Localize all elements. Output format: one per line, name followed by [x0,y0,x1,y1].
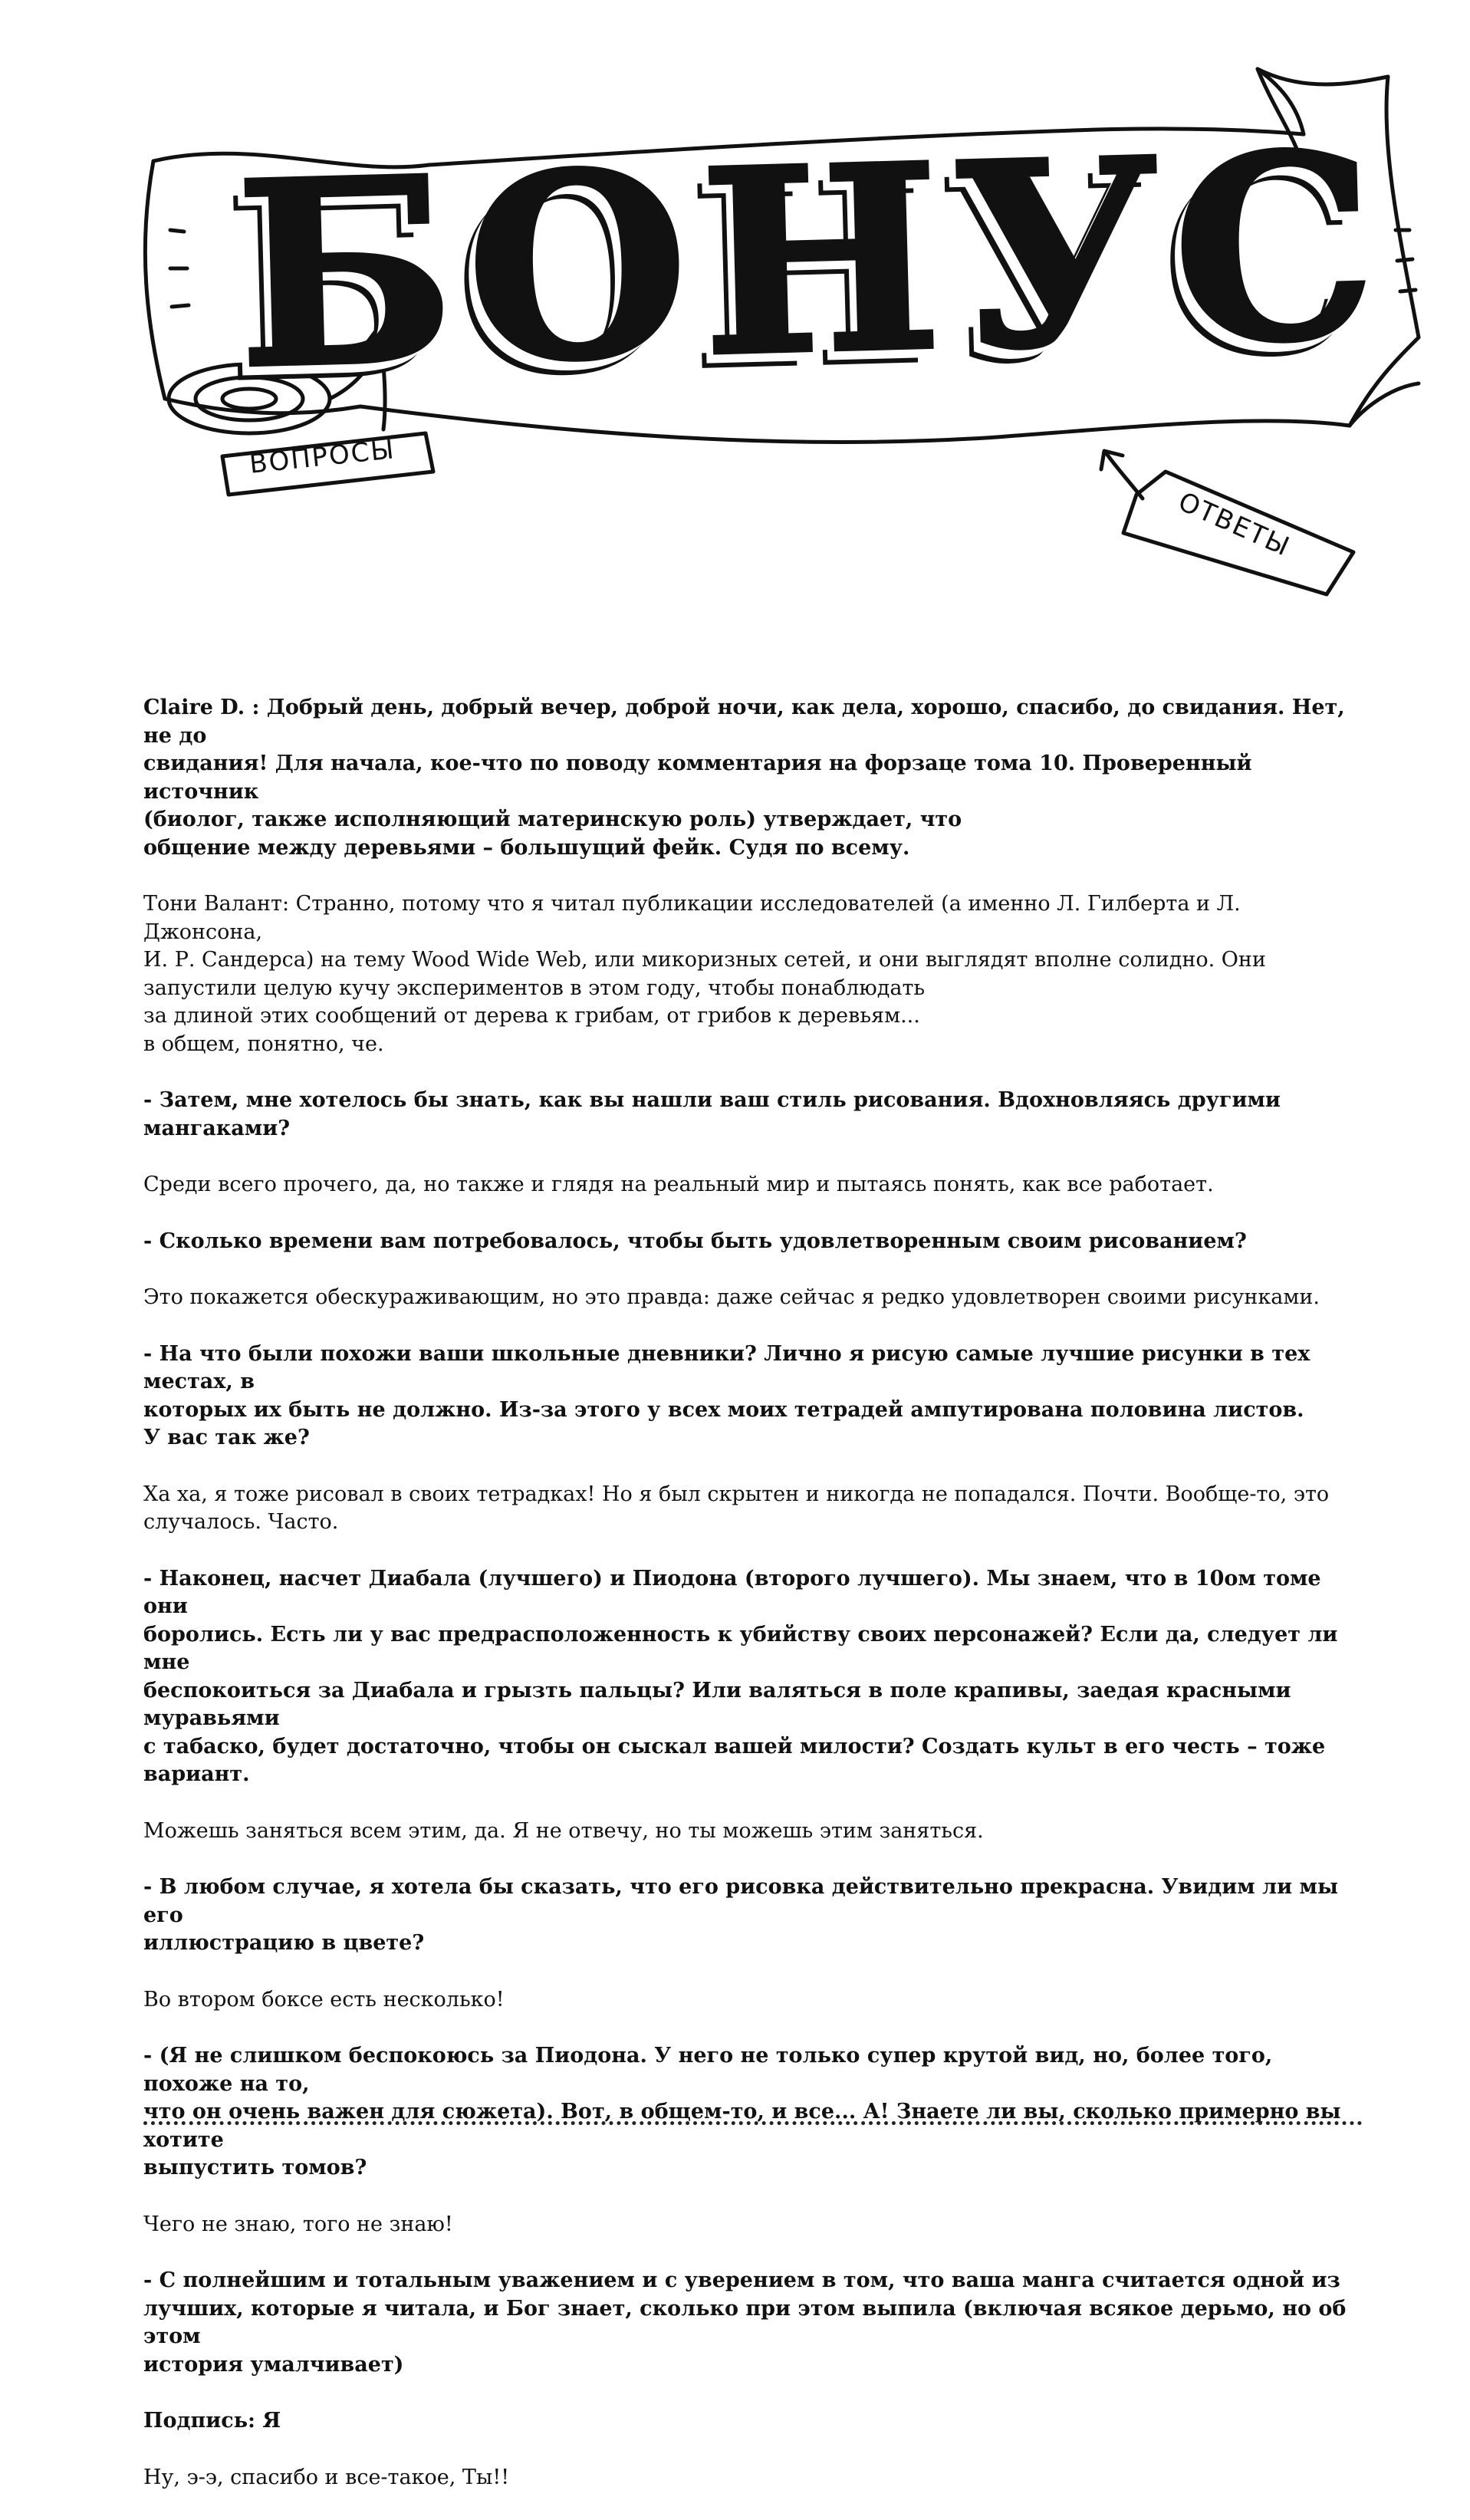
questions-tag: ВОПРОСЫ [248,434,397,480]
qa-line: (биолог, также исполняющий материнскую роль) утверждает, что [143,808,962,831]
qa-line: в общем, понятно, че. [143,1031,384,1056]
qa-line: - С полнейшим и тотальным уважением и с уверением в том, что ваша манга считается одной из [143,2268,1340,2292]
qa-line: запустили целую кучу экспериментов в этом году, чтобы понаблюдать [143,975,926,1000]
qa-entry [143,1171,1355,1199]
qa-entry [143,1565,1355,1789]
signature-line [143,2407,1355,2436]
qa-line: случалось. Часто. [143,1510,339,1534]
qa-line: - На что были похожи ваши школьные дневники? Лично я рисую самые лучшие рисунки в тех местах, в [143,1341,1311,1393]
qa-line: - Сколько времени вам потребовалось, чтобы быть удовлетворенным своим рисованием? [143,1229,1247,1253]
qa-entry [143,1228,1355,1256]
qa-line: общение между деревьями – большущий фейк. Судя по всему. [143,835,910,860]
qa-line: боролись. Есть ли у вас предрасположенность к убийству своих персонажей? Если да, следует ли мне [143,1622,1338,1674]
qa-line: - Затем, мне хотелось бы знать, как вы нашли ваш стиль рисования. Вдохновляясь другими мангаками? [143,1088,1281,1140]
qa-entry [143,1284,1355,1312]
qa-line: - В любом случае, я хотела бы сказать, что его рисовка действительно прекрасна. Увидим ли мы его [143,1875,1339,1927]
qa-line: свидания! Для начала, кое-что по поводу комментария на форзаце тома 10. Проверенный источник [143,752,1252,804]
qa-line: лучших, которые я читала, и Бог знает, сколько при этом выпила (включая всякое дерьмо, но об этом [143,2296,1347,2348]
qa-entry [143,1087,1355,1143]
qa-line: Claire D. : Добрый день, добрый вечер, доброй ночи, как дела, хорошо, спасибо, до свидания. Нет, не до [143,696,1345,748]
qa-line: Ну, э-э, спасибо и все-такое, Ты!! [143,2465,510,2489]
qa-line: иллюстрацию в цвете? [143,1931,425,1955]
qa-entry [143,2042,1355,2183]
qa-line: И. Р. Сандерса) на тему Wood Wide Web, или микоризных сетей, и они выглядят вполне солидно. Они [143,948,1266,972]
qa-line: с табаско, будет достаточно, чтобы он сыскал вашей милости? Создать культ в его честь – тоже вариант. [143,1734,1326,1786]
qa-entry [143,1986,1355,2015]
qa-entry [143,2464,1355,2492]
qa-content [143,694,1355,2520]
banner-title: БОНУС [233,97,1393,425]
qa-line: Среди всего прочего, да, но также и глядя на реальный мир и пытаясь понять, как все работает. [143,1173,1214,1196]
qa-entry [143,890,1355,1058]
qa-line: Можешь заняться всем этим, да. Я не отвечу, но ты можешь этим заняться. [143,1818,984,1843]
qa-entry [143,694,1355,862]
qa-line: что он очень важен для сюжета). Вот, в общем-то, и все... А! Знаете ли вы, сколько примерно вы хотите [143,2100,1341,2152]
qa-line: выпустить томов? [143,2156,367,2180]
qa-line: Подпись: Я [143,2409,281,2433]
qa-entry [143,1874,1355,1958]
qa-line: Во втором боксе есть несколько! [143,1987,505,2012]
qa-line: - Наконец, насчет Диабала (лучшего) и Пиодона (второго лучшего). Мы знаем, что в 10ом томе они [143,1566,1321,1618]
dotted-divider [143,2121,1363,2125]
bonus-header [0,0,1470,629]
qa-line: беспокоиться за Диабала и грызть пальцы? Или валяться в поле крапивы, заедая красными муравьями [143,1678,1291,1730]
qa-entry [143,1341,1355,1452]
qa-entry [143,2267,1355,2379]
qa-line: которых их быть не должно. Из-за этого у всех моих тетрадей ампутирована половина листов. [143,1397,1304,1422]
qa-entry [143,1481,1355,1537]
qa-line: история умалчивает) [143,2352,404,2377]
qa-line: Ха ха, я тоже рисовал в своих тетрадках! Но я был скрытен и никогда не попадался. Почти. Вообще-то, это [143,1482,1330,1506]
qa-line: Чего не знаю, того не знаю! [143,2212,453,2236]
qa-line: Это покажется обескураживающим, но это правда: даже сейчас я редко удовлетворен своими рисунками. [143,1285,1320,1309]
qa-entry [143,1818,1355,1846]
qa-line: за длиной этих сообщений от дерева к грибам, от грибов к деревьям... [143,1004,920,1028]
answers-tag: ОТВЕТЫ [1173,486,1295,563]
qa-line: Тони Валант: Странно, потому что я читал публикации исследователей (а именно Л. Гилберта и Л. Джонсона, [143,892,1241,944]
qa-entry [143,2211,1355,2239]
qa-line: У вас так же? [143,1426,310,1449]
qa-line: - (Я не слишком беспокоюсь за Пиодона. У него не только супер крутой вид, но, более того, похоже на то, [143,2044,1273,2096]
